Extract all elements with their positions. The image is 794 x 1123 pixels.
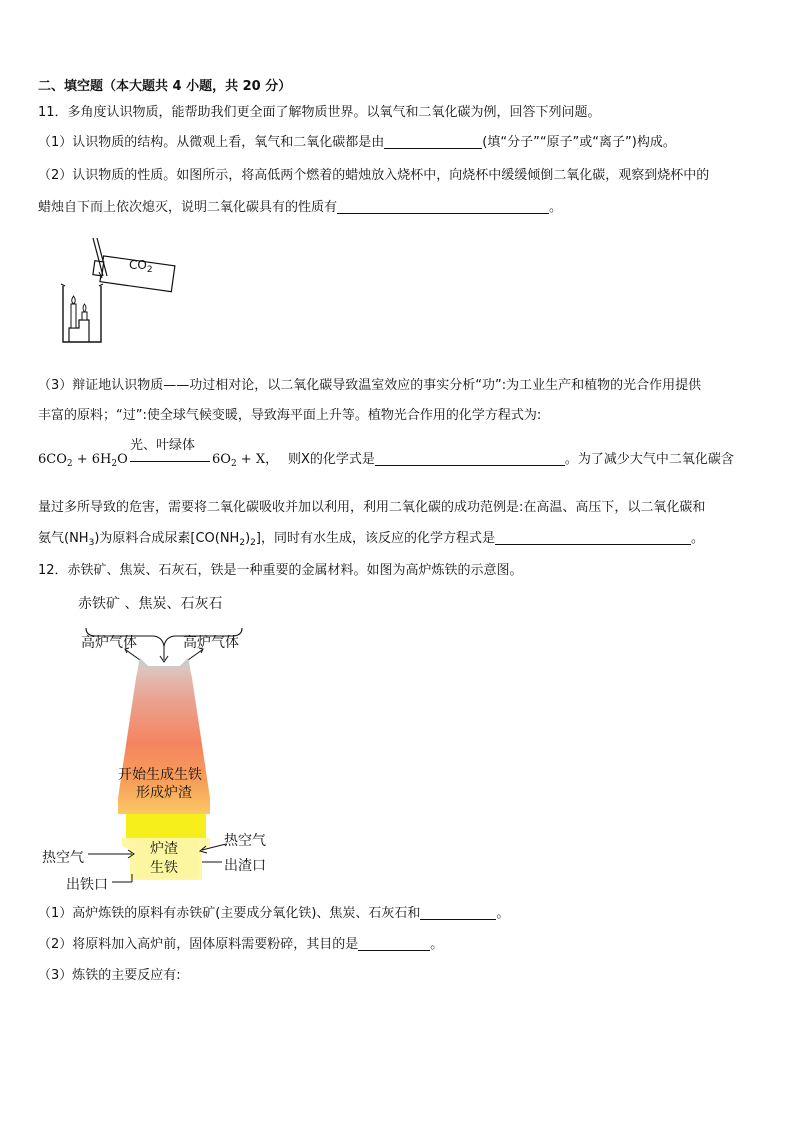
co2-beaker-figure <box>55 238 185 346</box>
hot-air-left-label: 热空气 <box>42 850 84 866</box>
furnace-slag-label: 炉渣 <box>150 841 178 857</box>
q11-part3-line3: 则X的化学式是 。为了减少大气中二氧化碳含 <box>288 452 734 467</box>
q12-part3: （3）炼铁的主要反应有: <box>38 968 181 983</box>
q11-part3-line1: （3）辩证地认识物质——功过相对论，以二氧化碳导致温室效应的事实分析“功”:为工业生产和植物的光合作用提供 <box>38 378 702 393</box>
q11-part2-text-a: 蜡烛自下而上依次熄灭，说明二氧化碳具有的性质有 <box>38 200 338 215</box>
furnace-raw-materials-label: 赤铁矿 、焦炭、石灰石 <box>78 596 223 612</box>
section-title: 二、填空题（本大题共 4 小题，共 20 分） <box>38 79 292 94</box>
q11-part2-blank[interactable] <box>337 199 549 214</box>
q12-stem: 12．赤铁矿、焦炭、石灰石，铁是一种重要的金属材料。如图为高炉炼铁的示意图。 <box>38 563 523 578</box>
q11-part1 <box>38 134 676 152</box>
q11-part3-line4: 量过多所导致的危害，需要将二氧化碳吸收并加以利用，利用二氧化碳的成功范例是:在高温、高压下，以二氧化碳和 <box>38 500 706 515</box>
q11-stem: 11．多角度认识物质，能帮助我们更全面了解物质世界。以氧气和二氧化碳为例，回答下列问题。 <box>38 105 601 120</box>
co2-bottle-label: $CO_2$ <box>129 258 153 275</box>
q12-part2-blank[interactable] <box>358 936 430 951</box>
furnace-pig-iron-label: 生铁 <box>150 860 178 876</box>
equation-condition: 光、叶绿体 <box>130 438 196 453</box>
photosynthesis-equation-right: $6O_2 + X$， <box>212 452 279 469</box>
q12-part1: （1）高炉炼铁的原料有赤铁矿(主要成分氧化铁)、焦炭、石灰石和 。 <box>38 906 510 921</box>
slag-outlet-label: 出渣口 <box>224 858 266 874</box>
q12-part1-blank[interactable] <box>420 905 496 920</box>
furnace-zone-label-1: 开始生成生铁 <box>118 767 202 783</box>
q11-part2-line1: （2）认识物质的性质。如图所示，将高低两个燃着的蜡烛放入烧杯中，向烧杯中缓缓倾倒二氧化碳，观察到烧杯中的 <box>38 168 710 183</box>
q11-part3-line2: 丰富的原料；“过”:使全球气候变暖，导致海平面上升等。植物光合作用的化学方程式为: <box>38 408 542 423</box>
q11-part1-blank[interactable] <box>384 134 482 149</box>
furnace-gas-left-label: 高炉气体 <box>81 635 137 651</box>
hot-air-right-label: 热空气 <box>224 833 266 849</box>
photosynthesis-equation-left: $6CO_2 + 6H_2O$ <box>38 452 128 469</box>
q11-part1-text-a: （1）认识物质的结构。从微观上看，氧气和二氧化碳都是由 <box>38 135 385 150</box>
q11-part2-text-b: 。 <box>549 200 563 215</box>
q11-part2-line2 <box>38 199 562 217</box>
equation-arrow-line <box>130 460 210 463</box>
x-formula-blank[interactable] <box>375 451 565 466</box>
furnace-zone-label-2: 形成炉渣 <box>136 785 192 801</box>
iron-outlet-label: 出铁口 <box>66 877 108 893</box>
q11-part3-line5: 氨气$(NH_3)$为原料合成尿素$[CO(NH_2)_2]$，同时有水生成，该反应的化学方程式是 。 <box>38 531 704 548</box>
q12-part2: （2）将原料加入高炉前，固体原料需要粉碎，其目的是 。 <box>38 937 444 952</box>
q11-part1-text-b: (填“分子”“原子”或“离子”)构成。 <box>482 135 676 150</box>
urea-equation-blank[interactable] <box>495 530 691 545</box>
furnace-gas-right-label: 高炉气体 <box>183 635 239 651</box>
